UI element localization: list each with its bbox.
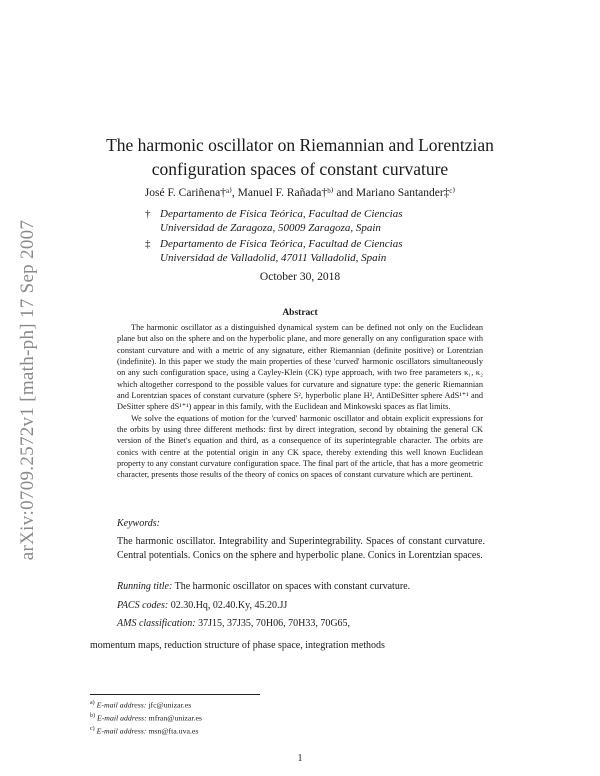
title-line-2: configuration spaces of constant curvature (151, 159, 449, 179)
footnote-mark: a) (90, 700, 95, 706)
paper-title (100, 133, 500, 181)
affiliation-mark: ‡ (145, 238, 151, 250)
abstract-body (117, 322, 483, 481)
affiliation-zaragoza (145, 207, 480, 235)
footnote-label: E-mail address: (96, 713, 147, 723)
abstract-paragraph-2: We solve the equations of motion for the 'curved' harmonic oscillator and obtain explicit expressions for the orbits by using three different methods: first by direct integration, second by obtaining the general CK version of the Binet's equation and third, as a consequence of its superintegrable character. The orbits are conics with centre at the potential origin in any CK space, thereby extending this well known Euclidean property to any constant curvature configuration space. The final part of the article, that has a more geometric character, presents those results of the theory of conics on spaces of constant curvature which are pertinent. (117, 413, 483, 480)
additional-keywords: momentum maps, reduction structure of phase space, integration methods (90, 640, 385, 651)
running-title-value: The harmonic oscillator on spaces with constant curvature. (174, 581, 411, 592)
ams-value: 37J15, 37J35, 70H06, 70H33, 70G65, (198, 618, 351, 629)
arxiv-identifier-text: arXiv:0709.2572v1 [math-ph] 17 Sep 2007 (17, 219, 38, 561)
ams-label: AMS classification: (117, 618, 196, 629)
abstract-paragraph-1: The harmonic oscillator as a distinguished dynamical system can be defined not only on the Euclidean plane but also on the sphere and on the hyperbolic plane, and more generally on any configuration space with constant curvature and with a metric of any signature, either Riemannian (definite positive) or Lorentzian (indefinite). In this paper we study the main properties of these 'curved' harmonic oscillators simultaneously on any such configuration space, using a Cayley-Klein (CK) type approach, with two free parameters κ₁, κ₂ which altogether correspond to the possible values for curvature and signature type: the generic Riemannian and Lorentzian spaces of constant curvature (sphere S², hyperbolic plane H², AntiDeSitter sphere AdS¹⁺¹ and DeSitter sphere dS¹⁺¹) appear in this family, with the Euclidean and Minkowski spaces as flat limits. (117, 323, 483, 412)
affiliation-line-2: Universidad de Zaragoza, 50009 Zaragoza, Spain (160, 222, 381, 234)
footnote-email: jfc@unizar.es (148, 700, 192, 710)
keywords-label: Keywords: (117, 518, 160, 529)
abstract-heading: Abstract (282, 308, 318, 318)
affiliation-valladolid (145, 237, 480, 265)
running-title-label: Running title: (117, 581, 173, 592)
footnote-email-a (90, 700, 191, 710)
ams-classification (117, 618, 487, 629)
pacs-label: PACS codes: (117, 600, 169, 611)
affiliation-mark: † (145, 208, 151, 220)
footnote-divider (90, 694, 260, 695)
footnote-email-b (90, 713, 202, 723)
keywords-text: The harmonic oscillator. Integrability and Superintegrability. Spaces of constant curvature. Central potentials. Conics on the sphere and hyperbolic plane. Conics in Lorentzian spaces. (117, 536, 485, 561)
footnote-mark: c) (90, 726, 95, 732)
affiliation-line-2: Universidad de Valladolid, 47011 Valladolid, Spain (160, 252, 387, 264)
footnote-label: E-mail address: (96, 726, 147, 736)
footnote-email-c (90, 726, 198, 736)
footnote-mark: b) (90, 713, 95, 719)
arxiv-identifier-stamp (8, 200, 48, 580)
affiliation-line-1: Departamento de Física Teórica, Facultad de Ciencias (160, 208, 403, 220)
pacs-codes (117, 600, 487, 611)
title-line-1: The harmonic oscillator on Riemannian and Lorentzian (106, 135, 494, 155)
footnote-label: E-mail address: (96, 700, 147, 710)
footnote-email: mfran@unizar.es (148, 713, 202, 723)
running-title (117, 581, 487, 592)
paper-date: October 30, 2018 (259, 271, 341, 283)
affiliation-line-1: Departamento de Física Teórica, Facultad de Ciencias (160, 238, 403, 250)
footnote-email: msn@fta.uva.es (148, 726, 199, 736)
page-number: 1 (297, 753, 303, 764)
author-list: José F. Cariñena†ᵃ⁾, Manuel F. Rañada†ᵇ⁾ and Mariano Santander‡ᶜ⁾ (144, 187, 456, 199)
pacs-value: 02.30.Hq, 02.40.Ky, 45.20.JJ (170, 600, 288, 611)
